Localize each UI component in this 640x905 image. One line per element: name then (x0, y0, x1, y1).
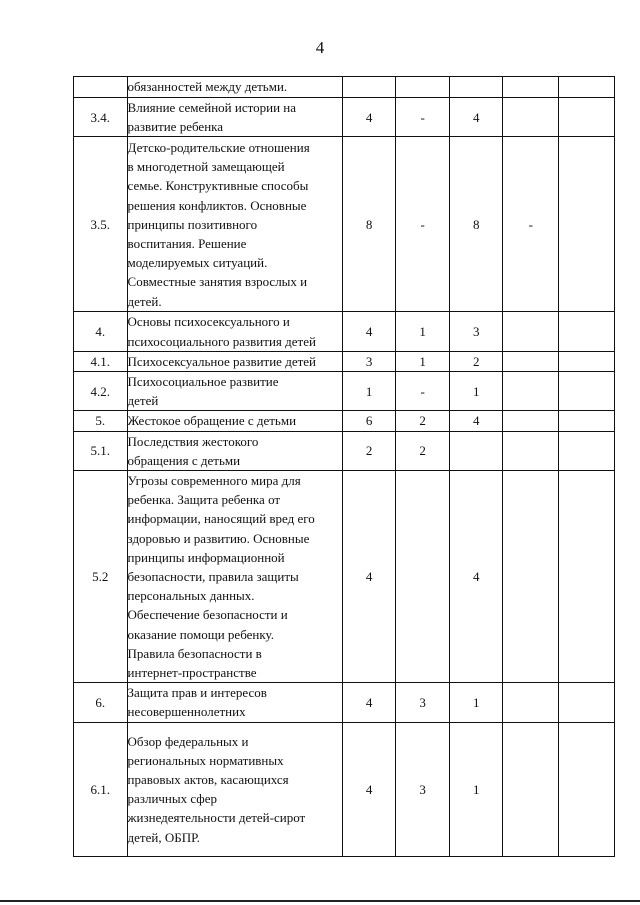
hours-total: 2 (365, 443, 373, 459)
hours-lectures-cell (396, 351, 450, 371)
topic-title: Детско-родительские отношения в многодетной замещающей семье. Конструктивные способы решения конфликтов. Основные принципы позитивного воспитания. Решение моделируемых ситуаций. Совместные занятия взрослых и детей. (127, 139, 310, 309)
hours-extra-1-cell (503, 722, 559, 856)
topic-title: Обзор федеральных и региональных нормативных правовых актов, касающихся различных сфер жизнедеятельности детей-сирот детей, ОБПР. (127, 733, 306, 845)
hours-total-cell (342, 312, 396, 351)
table-row (74, 431, 615, 470)
topic-title: Влияние семейной истории на развитие ребенка (127, 100, 297, 135)
curriculum-table (73, 76, 615, 857)
topic-title-cell (127, 137, 342, 312)
row-number-cell (74, 137, 128, 312)
hours-practice: 2 (472, 353, 480, 369)
hours-extra-1-cell (503, 312, 559, 351)
page-number: 4 (315, 38, 325, 57)
row-number: 3.5. (90, 216, 111, 232)
hours-practice: 1 (472, 383, 480, 399)
topic-title-cell (127, 722, 342, 856)
topic-title-cell (127, 411, 342, 431)
hours-practice-cell (449, 372, 503, 411)
hours-total: 3 (365, 353, 373, 369)
row-number: 3.4. (90, 109, 111, 125)
hours-practice-cell (449, 351, 503, 371)
hours-practice-cell (449, 683, 503, 722)
topic-title-cell (127, 431, 342, 470)
topic-title-cell (127, 471, 342, 683)
hours-practice: 3 (472, 324, 480, 339)
hours-lectures: - (420, 109, 425, 125)
row-number-cell (74, 372, 128, 411)
hours-lectures: 1 (419, 324, 426, 339)
hours-practice: 4 (472, 569, 480, 585)
hours-total-cell (342, 411, 396, 431)
topic-title: Основы психосексуального и психосоциального развития детей (127, 314, 316, 349)
hours-lectures-cell (396, 722, 450, 856)
hours-extra-1-cell (503, 683, 559, 722)
hours-lectures: - (420, 216, 425, 232)
row-number-cell (74, 683, 128, 722)
hours-practice-cell (449, 471, 503, 683)
hours-total: 4 (365, 569, 373, 585)
hours-extra-1-cell (503, 431, 559, 470)
hours-practice-cell (449, 722, 503, 856)
hours-total: 6 (365, 413, 373, 429)
row-number: 5. (95, 413, 106, 429)
hours-extra-2-cell (559, 372, 615, 411)
hours-practice: 4 (472, 109, 480, 125)
topic-title: Жестокое обращение с детьми (127, 413, 297, 429)
row-number: 5.1. (90, 443, 111, 459)
table-row (74, 411, 615, 431)
hours-extra-2-cell (559, 312, 615, 351)
topic-title-cell (127, 98, 342, 137)
hours-total-cell (342, 351, 396, 371)
hours-practice: 8 (472, 216, 480, 232)
hours-total-cell (342, 683, 396, 722)
hours-total-cell (342, 471, 396, 683)
topic-title-cell (127, 77, 342, 98)
hours-lectures-cell (396, 137, 450, 312)
hours-extra-1-cell (503, 351, 559, 371)
table-row (74, 312, 615, 351)
table-row (74, 471, 615, 683)
row-number-cell (74, 98, 128, 137)
hours-practice-cell (449, 431, 503, 470)
topic-title: Психосоциальное развитие детей (127, 374, 279, 409)
hours-practice: 1 (472, 694, 480, 710)
hours-extra-1: - (528, 216, 534, 232)
hours-practice-cell (449, 77, 503, 98)
hours-extra-1-cell (503, 137, 559, 312)
hours-lectures: 1 (419, 353, 426, 369)
table-row (74, 683, 615, 722)
row-number-cell (74, 351, 128, 371)
hours-lectures: 3 (419, 694, 426, 710)
topic-title: Последствия жестокого обращения с детьми (127, 433, 259, 468)
hours-total-cell (342, 372, 396, 411)
hours-total: 4 (365, 324, 373, 339)
row-number: 4.1. (90, 353, 111, 369)
topic-title: обязанностей между детьми. (127, 79, 288, 95)
hours-lectures: 2 (419, 413, 426, 429)
hours-practice-cell (449, 137, 503, 312)
row-number: 5.2 (92, 569, 109, 585)
hours-total-cell (342, 77, 396, 98)
hours-lectures: 3 (419, 781, 426, 797)
hours-lectures-cell (396, 471, 450, 683)
row-number: 6.1. (90, 781, 111, 797)
topic-title-cell (127, 683, 342, 722)
hours-total-cell (342, 98, 396, 137)
hours-extra-2-cell (559, 77, 615, 98)
hours-total: 4 (365, 109, 373, 125)
hours-total: 1 (365, 383, 373, 399)
topic-title-cell (127, 312, 342, 351)
hours-total: 4 (365, 694, 373, 710)
topic-title: Психосексуальное развитие детей (127, 353, 316, 369)
table-row (74, 351, 615, 371)
row-number: 4.2. (90, 383, 111, 399)
hours-lectures: 2 (419, 443, 426, 459)
hours-lectures: - (420, 383, 425, 399)
hours-lectures-cell (396, 98, 450, 137)
hours-total-cell (342, 722, 396, 856)
hours-practice: 1 (472, 781, 480, 797)
hours-total-cell (342, 137, 396, 312)
topic-title-cell (127, 351, 342, 371)
hours-extra-2-cell (559, 351, 615, 371)
hours-practice: 4 (472, 413, 480, 429)
hours-extra-2-cell (559, 431, 615, 470)
page-bottom-edge (0, 900, 640, 902)
topic-title: Защита прав и интересов несовершеннолетних (127, 685, 267, 720)
hours-lectures-cell (396, 431, 450, 470)
table-row (74, 722, 615, 856)
hours-total: 4 (365, 781, 373, 797)
row-number-cell (74, 411, 128, 431)
hours-lectures-cell (396, 411, 450, 431)
hours-extra-2-cell (559, 471, 615, 683)
row-number-cell (74, 722, 128, 856)
table-row (74, 137, 615, 312)
hours-lectures-cell (396, 312, 450, 351)
hours-extra-1-cell (503, 471, 559, 683)
hours-extra-1-cell (503, 77, 559, 98)
row-number-cell (74, 312, 128, 351)
hours-extra-1-cell (503, 372, 559, 411)
hours-extra-2-cell (559, 137, 615, 312)
topic-title-cell (127, 372, 342, 411)
hours-practice-cell (449, 312, 503, 351)
table-row (74, 372, 615, 411)
hours-extra-2-cell (559, 411, 615, 431)
topic-title: Угрозы современного мира для ребенка. Защита ребенка от информации, наносящий вред его здоровью и развитию. Основные принципы информационной безопасности, правила защиты персональных данных. Обеспечение безопасности и оказание помощи ребенку. Правила безопасности в интернет-пространстве (127, 473, 315, 681)
hours-total: 8 (365, 216, 373, 232)
row-number: 4. (95, 324, 106, 339)
hours-extra-1-cell (503, 98, 559, 137)
row-number-cell (74, 431, 128, 470)
table-row (74, 98, 615, 137)
row-number-cell (74, 77, 128, 98)
row-number-cell (74, 471, 128, 683)
hours-extra-1-cell (503, 411, 559, 431)
hours-extra-2-cell (559, 683, 615, 722)
row-number: 6. (95, 694, 106, 710)
hours-extra-2-cell (559, 722, 615, 856)
hours-practice-cell (449, 98, 503, 137)
hours-lectures-cell (396, 683, 450, 722)
hours-total-cell (342, 431, 396, 470)
hours-lectures-cell (396, 77, 450, 98)
table-row (74, 77, 615, 98)
hours-practice-cell (449, 411, 503, 431)
hours-lectures-cell (396, 372, 450, 411)
hours-extra-2-cell (559, 98, 615, 137)
